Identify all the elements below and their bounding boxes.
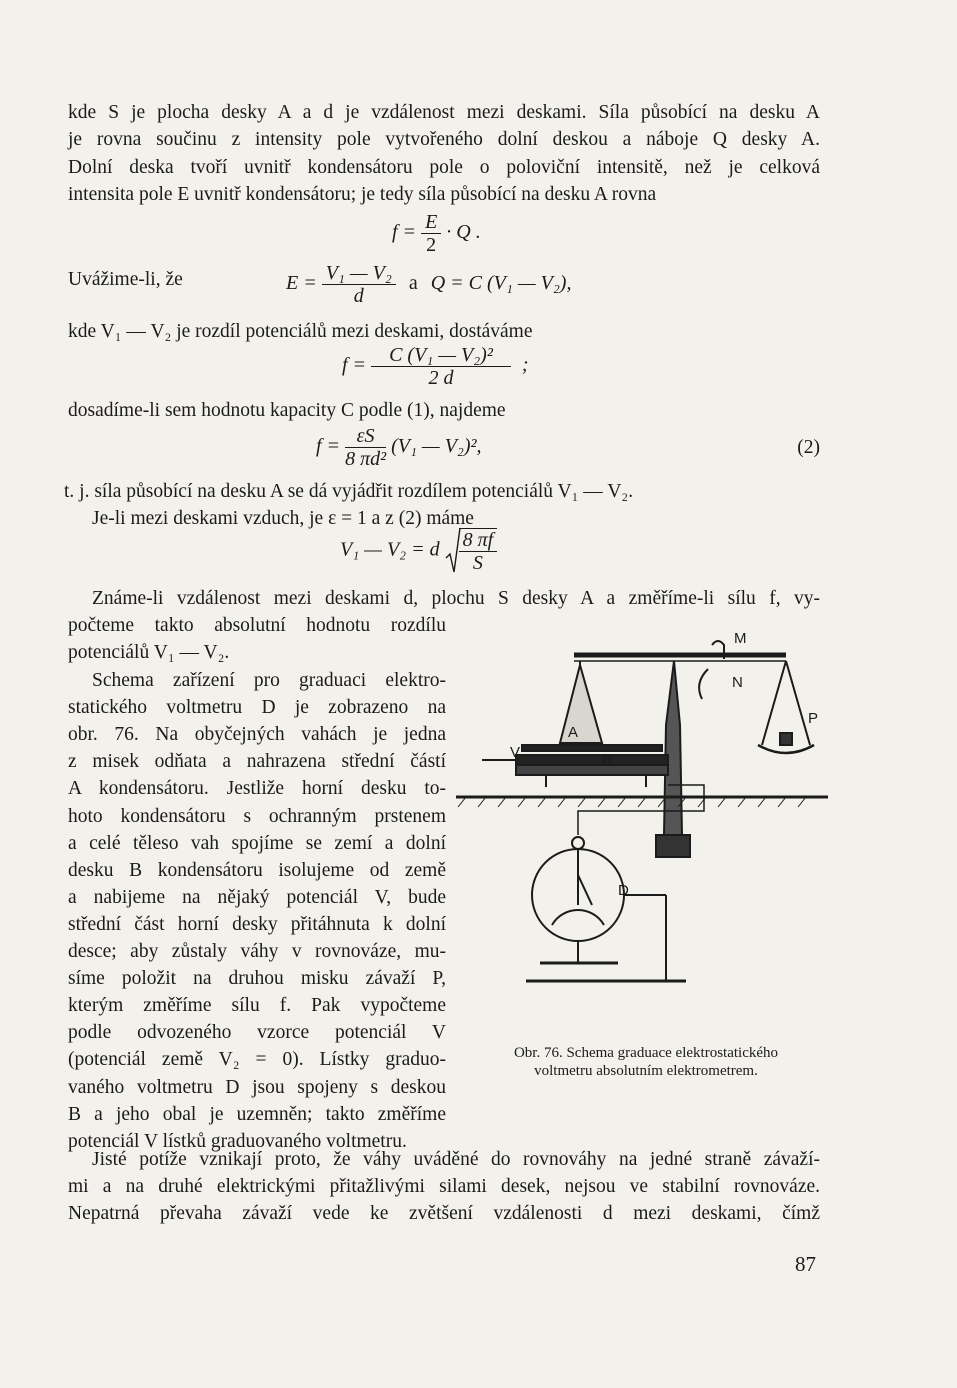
text-line: intensita pole E uvnitř kondensátoru; je tedy síla působící na desku A rovna [68, 184, 657, 205]
fraction-numerator: E [421, 211, 441, 234]
fraction [421, 211, 441, 256]
caption-line: voltmetru absolutním elektrometrem. [534, 1063, 758, 1079]
text-line: hoto kondensátoru s ochranným prstenem [68, 805, 446, 827]
eq-rhs: · Q . [446, 221, 481, 244]
weight-pan [758, 745, 814, 753]
electrometer-figure [456, 625, 836, 1035]
page-number: 87 [795, 1252, 816, 1276]
eq-lhs: f = [316, 435, 341, 458]
fraction-numerator: εS [345, 425, 386, 448]
text-line: vaného voltmetru D jsou spojeny s deskou [68, 1076, 446, 1098]
text-line: počteme takto absolutní hodnotu rozdílu [68, 615, 446, 636]
text-line: Je-li mezi deskami vzduch, je ε = 1 a z (2) máme [92, 508, 474, 529]
eq-lhs: f = [342, 354, 367, 377]
text-line: dosadíme-li sem hodnotu kapacity C podle (1), najdeme [68, 400, 506, 421]
text-line: desku B kondensátoru isolujeme od země [68, 859, 446, 881]
text-line: Dolní deska tvoří uvnitř kondensátoru pole o poloviční intensitě, než je celková [68, 157, 820, 178]
text-line: Známe-li vzdálenost mezi deskami d, plochu S desky A a změříme-li sílu f, vy- [92, 588, 820, 609]
equation-number: (2) [797, 437, 820, 458]
fraction-denominator: 8 πd² [345, 448, 387, 470]
fraction [371, 344, 511, 389]
text-line: (potenciál země V₂ = 0). Lístky graduo- [68, 1049, 446, 1071]
text-line: potenciál V lístků graduovaného voltmetru. [68, 1130, 407, 1152]
label-m: M [734, 630, 747, 647]
text-line: z misek odňata a nahrazena střední částí [68, 751, 446, 773]
text-line: Schema zařízení pro graduaci elektro- [92, 670, 446, 691]
label-n: N [732, 674, 743, 691]
fraction-numerator: C (V₁ — V₂)² [371, 344, 511, 367]
upper-plate [522, 745, 662, 751]
label-a: A [568, 724, 579, 741]
hook-n [699, 669, 708, 699]
eq-lhs: E = [286, 272, 317, 295]
text-line: Uvážime-li, že [68, 269, 183, 290]
text-line: podle odvozeného vzorce potenciál V [68, 1022, 446, 1044]
text-line: kde V₁ — V₂ je rozdíl potenciálů mezi deskami, dostáváme [68, 321, 533, 342]
eq-lhs: V₁ — V₂ = d [340, 538, 440, 561]
equation-3 [342, 344, 529, 389]
text-line: Jisté potíže vznikají proto, že váhy uváděné do rovnováhy na jedné straně závaží- [92, 1149, 820, 1170]
text-line: a celé těleso vah spojíme se zemí a dolní [68, 832, 446, 854]
fraction-numerator: 8 πf [459, 529, 498, 552]
eq-rhs: ; [521, 354, 529, 377]
text-line: mi a na druhé elektrickými přitažlivými silami desek, nejsou ve stabilní rovnováze. [68, 1176, 820, 1197]
text-line: a nabijeme na nějaký potenciál V, bude [68, 886, 446, 908]
text-line: kterým změříme sílu f. Pak vypočteme [68, 995, 446, 1017]
eq-rhs: (V₁ — V₂)², [391, 435, 482, 458]
text-line: Nepatrná převaha závaží vede ke zvětšení vzdálenosti d mezi deskami, čímž [68, 1203, 820, 1224]
equation-2 [286, 262, 571, 307]
eq-rhs: Q = C (V₁ — V₂), [430, 272, 572, 295]
fraction [322, 262, 396, 307]
text-line: statického voltmetru D je zobrazeno na [68, 697, 446, 719]
text-line: je rovna součinu z intensity pole vytvořeného dolní deskou a náboje Q desky A. [68, 129, 820, 150]
fraction [345, 425, 386, 470]
fraction-denominator: 2 d [428, 367, 454, 389]
label-v: V [510, 744, 521, 761]
eq-conjunction: a [408, 272, 418, 295]
square-root [445, 528, 498, 574]
text-line: potenciálů V₁ — V₂. [68, 642, 230, 663]
label-d: D [618, 882, 629, 899]
equation-1 [392, 211, 481, 256]
text-line: A kondensátoru. Jestliže horní desku to- [68, 778, 446, 800]
equation-5 [340, 528, 497, 574]
text-line: B a jeho obal je uzemněn; takto změříme [68, 1103, 446, 1125]
fraction-denominator: 2 [426, 234, 437, 256]
eq-lhs: f = [392, 221, 417, 244]
text-line: střední část horní desky přitáhnuta k dolní [68, 913, 446, 935]
fraction-denominator: d [353, 285, 364, 307]
fraction-denominator: S [472, 552, 483, 574]
text-line: obr. 76. Na obyčejných vahách je jedna [68, 724, 446, 746]
text-line: síme položit na druhou misku závaží P, [68, 968, 446, 990]
balance-column [664, 661, 682, 835]
equation-4 [316, 425, 482, 470]
figure-caption [468, 1044, 824, 1080]
weight-p [780, 733, 792, 745]
capacitor-disc-a [560, 665, 602, 743]
lower-plate-b [516, 755, 668, 765]
label-b: B [602, 752, 613, 769]
caption-line: Obr. 76. Schema graduace elektrostatického [513, 1045, 779, 1061]
fraction [459, 528, 498, 574]
fraction-numerator: V₁ — V₂ [322, 262, 396, 285]
text-line: t. j. síla působící na desku A se dá vyjádřit rozdílem potenciálů V₁ — V₂. [64, 481, 634, 502]
radical-sign-icon [445, 526, 461, 576]
label-p: P [808, 710, 819, 727]
text-line: kde S je plocha desky A a d je vzdálenost mezi deskami. Síla působící na desku A [68, 102, 820, 123]
text-line: desce; aby zůstaly váhy v rovnováze, mu- [68, 941, 446, 962]
